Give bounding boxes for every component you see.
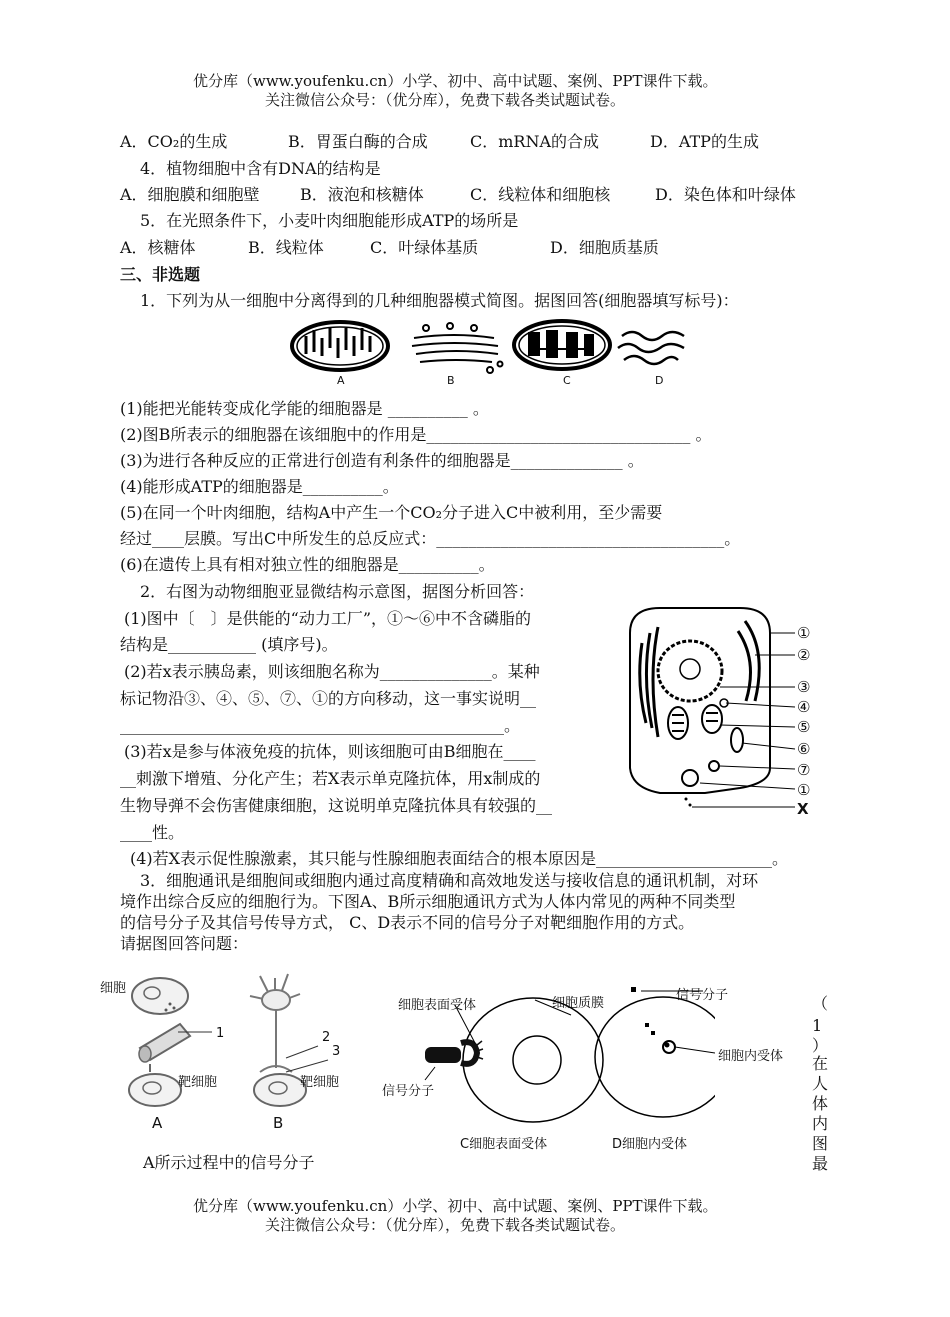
q3-option-b: B．胃蛋白酶的合成 <box>288 132 428 151</box>
q3-text-d: 请据图回答问题： <box>120 934 249 953</box>
q3-text-a: 3．细胞通讯是细胞间或细胞内通过高度精确和高效地发送与接收信息的通讯机制，对环 <box>140 871 759 890</box>
q5-stem: 5．在光照条件下，小麦叶肉细胞能形成ATP的场所是 <box>140 211 519 230</box>
q4-option-d: D．染色体和叶绿体 <box>655 185 796 204</box>
organelle-figure <box>290 318 700 388</box>
fig3-target-b: 靶细胞 <box>300 1075 340 1090</box>
fig3-surface-receptor: 细胞表面受体 <box>398 998 477 1013</box>
q1-part-1: (1)能把光能转变成化学能的细胞器是 __________ 。 <box>120 399 489 418</box>
q1-part-3: (3)为进行各种反应的正常进行创造有利条件的细胞器是______________ 。 <box>120 451 644 470</box>
cell-label-1b: ① <box>797 781 811 799</box>
q1-part-4: (4)能形成ATP的细胞器是__________。 <box>120 477 399 496</box>
cell-label-1: ① <box>797 624 811 642</box>
footer-line-1: 优分库（www.youfenku.cn）小学、初中、高中试题、案例、PPT课件下载。 <box>193 1197 718 1215</box>
q3-continued: A所示过程中的信号分子 <box>143 1153 315 1172</box>
fig3-num-2: 2 <box>322 1030 331 1045</box>
q2-part-1b: 结构是___________ (填序号)。 <box>120 635 338 654</box>
fig3-signal-c: 信号分子 <box>382 1084 435 1099</box>
fig3-cap-c: C细胞表面受体 <box>460 1137 548 1152</box>
fig3-cell-label: 细胞 <box>100 981 127 996</box>
q2-part-3c: 生物导弹不会伤害健康细胞，这说明单克隆抗体具有较强的__ <box>120 796 553 815</box>
q2-intro: 2．右图为动物细胞亚显微结构示意图，据图分析回答： <box>140 582 535 601</box>
q3-option-a: A．CO₂的生成 <box>120 132 228 151</box>
q1-part-6: (6)在遗传上具有相对独立性的细胞器是__________。 <box>120 555 495 574</box>
fig3-cap-d: D细胞内受体 <box>612 1137 688 1152</box>
fig1-label-b: B <box>447 374 455 387</box>
side-char-8: 图 <box>812 1134 829 1153</box>
q3-text-b: 境作出综合反应的细胞行为。下图A、B所示细胞通讯方式为人体内常见的两种不同类型 <box>120 892 736 911</box>
q2-part-4: (4)若X表示促性腺激素，其只能与性腺细胞表面结合的根本原因是______________________。 <box>130 849 789 868</box>
footer-line-2: 关注微信公众号：（优分库），免费下载各类试题试卷。 <box>265 1216 626 1234</box>
cell-label-2: ② <box>797 646 811 664</box>
side-char-3: ） <box>812 1036 829 1055</box>
q1-part-2: (2)图B所表示的细胞器在该细胞中的作用是_________________________________ 。 <box>120 425 712 444</box>
q5-option-a: A．核糖体 <box>120 238 196 257</box>
fig3-inner-receptor: 细胞内受体 <box>718 1049 784 1064</box>
golgi-icon <box>412 323 503 373</box>
q4-option-a: A．细胞膜和细胞壁 <box>120 185 260 204</box>
fig3-num-1: 1 <box>216 1026 225 1041</box>
q2-part-3b: __刺激下增殖、分化产生；若X表示单克隆抗体，用x制成的 <box>120 769 541 788</box>
side-char-7: 内 <box>812 1114 829 1133</box>
fig1-label-d: D <box>655 374 664 387</box>
fig1-label-c: C <box>563 374 571 387</box>
endoplasmic-reticulum-icon <box>618 332 684 364</box>
q5-option-d: D．细胞质基质 <box>550 238 659 257</box>
fig3-membrane: 细胞质膜 <box>552 996 605 1011</box>
q2-part-2c: ________________________________________________。 <box>120 716 521 735</box>
q2-part-3d: ____性。 <box>120 823 185 842</box>
fig3-cap-b: B <box>273 1114 284 1132</box>
fig3-cap-a: A <box>152 1114 163 1132</box>
header-line-2: 关注微信公众号：（优分库），免费下载各类试题试卷。 <box>265 91 626 109</box>
chloroplast-icon <box>514 321 610 369</box>
q5-option-b: B．线粒体 <box>248 238 324 257</box>
fig1-label-a: A <box>337 374 345 387</box>
cell-label-3: ③ <box>797 678 811 696</box>
fig3-signal-d: 信号分子 <box>676 988 729 1003</box>
q4-option-c: C．线粒体和细胞核 <box>470 185 611 204</box>
side-char-9: 最 <box>812 1154 829 1173</box>
fig3-num-3: 3 <box>332 1044 341 1059</box>
q2-part-2a: (2)若x表示胰岛素，则该细胞名称为______________。某种 <box>124 662 540 681</box>
section-title: 三、非选题 <box>120 265 201 284</box>
side-char-4: 在 <box>812 1054 829 1073</box>
q1-part-5a: (5)在同一个叶肉细胞，结构A中产生一个CO₂分子进入C中被利用，至少需要 <box>120 503 663 522</box>
cell-label-6: ⑥ <box>797 740 811 758</box>
q3-text-c: 的信号分子及其信号传导方式， C、D表示不同的信号分子对靶细胞作用的方式。 <box>120 913 695 932</box>
side-char-2: 1 <box>812 1016 823 1035</box>
q2-part-2b: 标记物沿③、④、⑤、⑦、①的方向移动，这一事实说明__ <box>120 689 537 708</box>
q4-option-b: B．液泡和核糖体 <box>300 185 424 204</box>
side-char-5: 人 <box>812 1074 829 1093</box>
cell-label-4: ④ <box>797 698 811 716</box>
cell-label-x: X <box>797 800 809 818</box>
side-char-1: （ <box>812 994 829 1013</box>
mitochondrion-icon <box>292 322 388 370</box>
q4-stem: 4．植物细胞中含有DNA的结构是 <box>140 159 381 178</box>
q3-option-d: D．ATP的生成 <box>650 132 759 151</box>
q5-option-c: C．叶绿体基质 <box>370 238 479 257</box>
cell-label-5: ⑤ <box>797 718 811 736</box>
side-char-6: 体 <box>812 1094 829 1113</box>
q1-intro: 1．下列为从一细胞中分离得到的几种细胞器模式简图。据图回答(细胞器填写标号)： <box>140 291 739 310</box>
q2-part-3a: (3)若x是参与体液免疫的抗体，则该细胞可由B细胞在____ <box>124 742 536 761</box>
header-line-1: 优分库（www.youfenku.cn）小学、初中、高中试题、案例、PPT课件下载。 <box>193 72 718 90</box>
q3-option-c: C．mRNA的合成 <box>470 132 600 151</box>
q1-part-5b: 经过____层膜。写出C中所发生的总反应式：____________________________________。 <box>120 529 741 548</box>
cell-label-7: ⑦ <box>797 761 811 779</box>
q2-part-1a: (1)图中〔 〕是供能的“动力工厂”，①～⑥中不含磷脂的 <box>124 609 532 628</box>
animal-cell-figure <box>620 603 800 818</box>
fig3-target-a: 靶细胞 <box>178 1075 218 1090</box>
